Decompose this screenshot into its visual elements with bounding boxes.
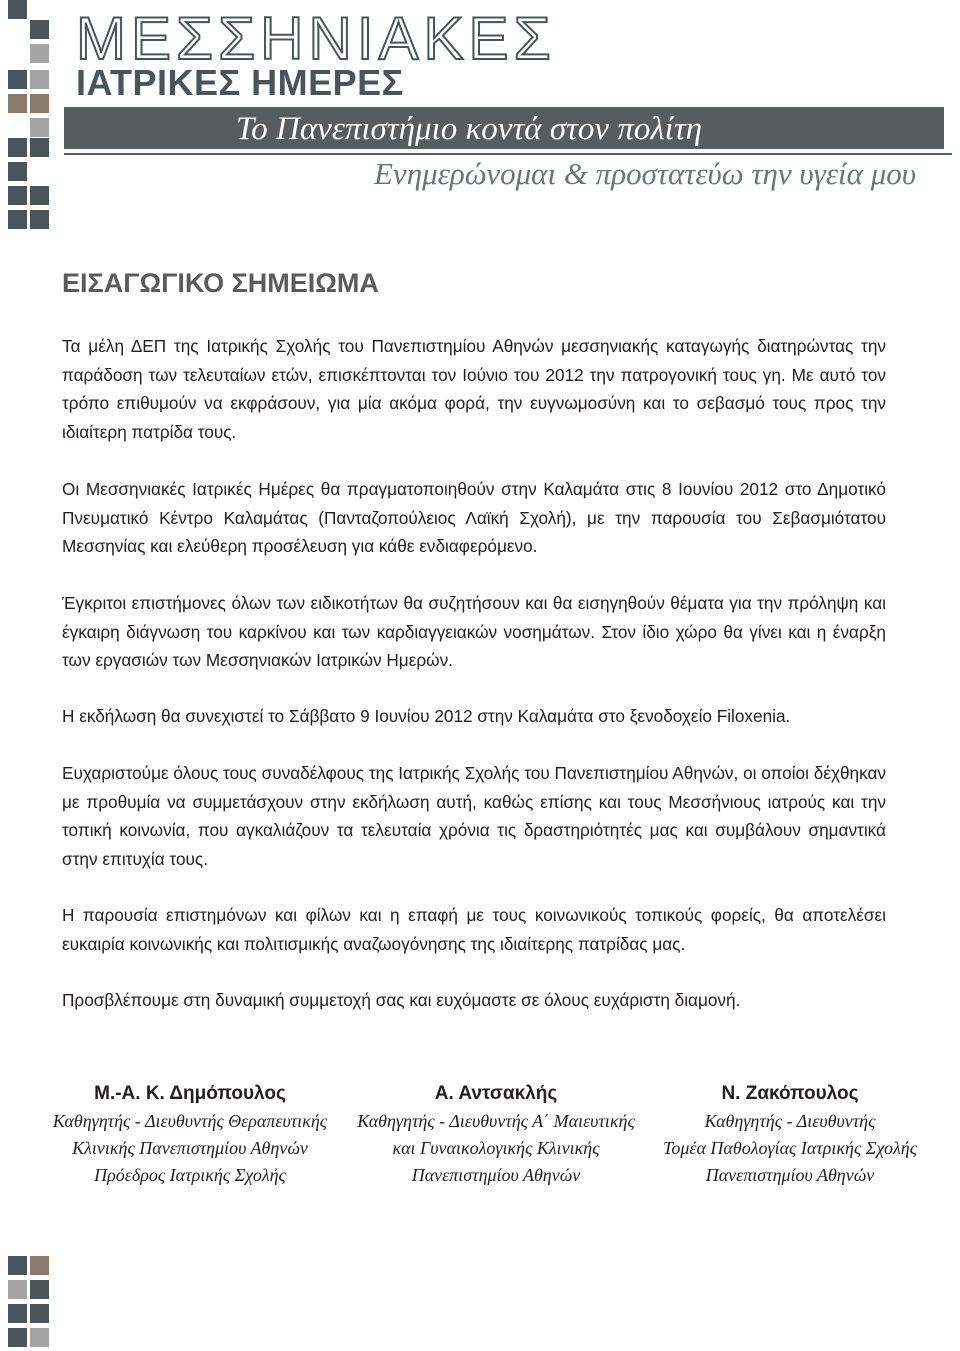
band-slogan: Το Πανεπιστήμιο κοντά στον πολίτη — [235, 111, 702, 147]
signatory-title-line: Καθηγητής - Διευθυντής — [704, 1111, 876, 1131]
paragraph-3: Έγκριτοι επιστήμονες όλων των ειδικοτήτων θα συζητήσουν και θα εισηγηθούν θέματα για την πρόληψη και έγκαιρη διάγνωση του καρκίνου και των καρδιαγγειακών νοσημάτων. Στον ίδιο χώρο θα γίνει και η έναρξη των εργασιών των Μεσσηνιακών Ιατρικών Ημερών. — [62, 593, 886, 670]
logo-subtitle: ΙΑΤΡΙΚΕΣ ΗΜΕΡΕΣ — [76, 62, 404, 103]
paragraph-2: Οι Μεσσηνιακές Ιατρικές Ημέρες θα πραγματοποιηθούν στην Καλαμάτα στις 8 Ιουνίου 2012 στο Δημοτικό Πνευματικό Κέντρο Καλαμάτας (Πανταζοπούλειος Λαϊκή Σχολή), με την παρουσία του Σεβασμιότατου Μεσσηνίας και ελεύθερη προσέλευση για κάθε ενδιαφερόμενο. — [62, 479, 886, 556]
signatory-name: Μ.-Α. Κ. Δημόπουλος — [94, 1083, 286, 1104]
logo-title: ΜΕΣΣΗΝΙΑΚΕΣ — [76, 5, 556, 72]
paragraph-1: Τα μέλη ΔΕΠ της Ιατρικής Σχολής του Πανεπιστημίου Αθηνών μεσσηνιακής καταγωγής διατηρώντας την παράδοση των τελευταίων ετών, επισκέπτονται τον Ιούνιο του 2012 την πατρογονική τους γη. Με αυτό τον τρόπο επιθυμούν να εκφράσουν, για μία ακόμα φορά, την ευγνωμοσύνη και το σεβασμό τους προς την ιδιαίτερη πατρίδα τους. — [62, 336, 886, 442]
signatory-title-line: Τομέα Παθολογίας Ιατρικής Σχολής — [662, 1138, 918, 1158]
paragraph-4: Η εκδήλωση θα συνεχιστεί το Σάββατο 9 Ιουνίου 2012 στην Καλαμάτα στο ξενοδοχείο Filoxenia. — [62, 706, 791, 726]
signature-block-2 — [346, 1080, 646, 1189]
signatory-name: Α. Αντσακλής — [434, 1083, 558, 1104]
signatory-title-line: Πρόεδρος Ιατρικής Σχολής — [94, 1165, 286, 1185]
signatory-title-line: Κλινικής Πανεπιστημίου Αθηνών — [72, 1138, 308, 1158]
decorative-mosaic-top — [8, 0, 54, 240]
paragraph-6: Η παρουσία επιστημόνων και φίλων και η επαφή με τους κοινωνικούς τοπικούς φορείς, θα αποτελέσει ευκαιρία κοινωνικής και πολιτισμικής αναζωογόνησης της ιδιαίτερης πατρίδας μας. — [62, 905, 886, 954]
signature-block-1 — [40, 1080, 340, 1189]
document-heading: ΕΙΣΑΓΩΓΙΚΟ ΣΗΜΕΙΩΜΑ — [62, 268, 379, 298]
signatory-name: Ν. Ζακόπουλος — [721, 1083, 859, 1104]
signature-block-3 — [650, 1080, 930, 1189]
paragraph-5: Ευχαριστούμε όλους τους συναδέλφους της Ιατρικής Σχολής του Πανεπιστημίου Αθηνών, οι οποίοι δέχθηκαν με προθυμία να συμμετάσχουν στην εκδήλωση αυτή, καθώς επίσης και τους Μεσσήνιους ιατρούς και την τοπική κοινωνία, που αγκαλιάζουν τα τελευταία χρόνια τις δραστηριότητές μας και συμβάλουν σημαντικά στην επιτυχία τους. — [62, 763, 886, 869]
header-rule — [64, 153, 952, 155]
signatory-title-line: Πανεπιστημίου Αθηνών — [411, 1165, 581, 1185]
decorative-mosaic-bottom — [8, 1252, 54, 1351]
signatory-title-line: και Γυναικολογικής Κλινικής — [392, 1138, 600, 1158]
tagline: Ενημερώνομαι & προστατεύω την υγεία μου — [374, 156, 916, 191]
paragraph-7: Προσβλέπουμε στη δυναμική συμμετοχή σας και ευχόμαστε σε όλους ευχάριστη διαμονή. — [62, 990, 741, 1010]
signatory-title-line: Καθηγητής - Διευθυντής Α΄ Μαιευτικής — [357, 1111, 635, 1131]
signatory-title-line: Πανεπιστημίου Αθηνών — [705, 1165, 875, 1185]
signatory-title-line: Καθηγητής - Διευθυντής Θεραπευτικής — [52, 1111, 328, 1131]
